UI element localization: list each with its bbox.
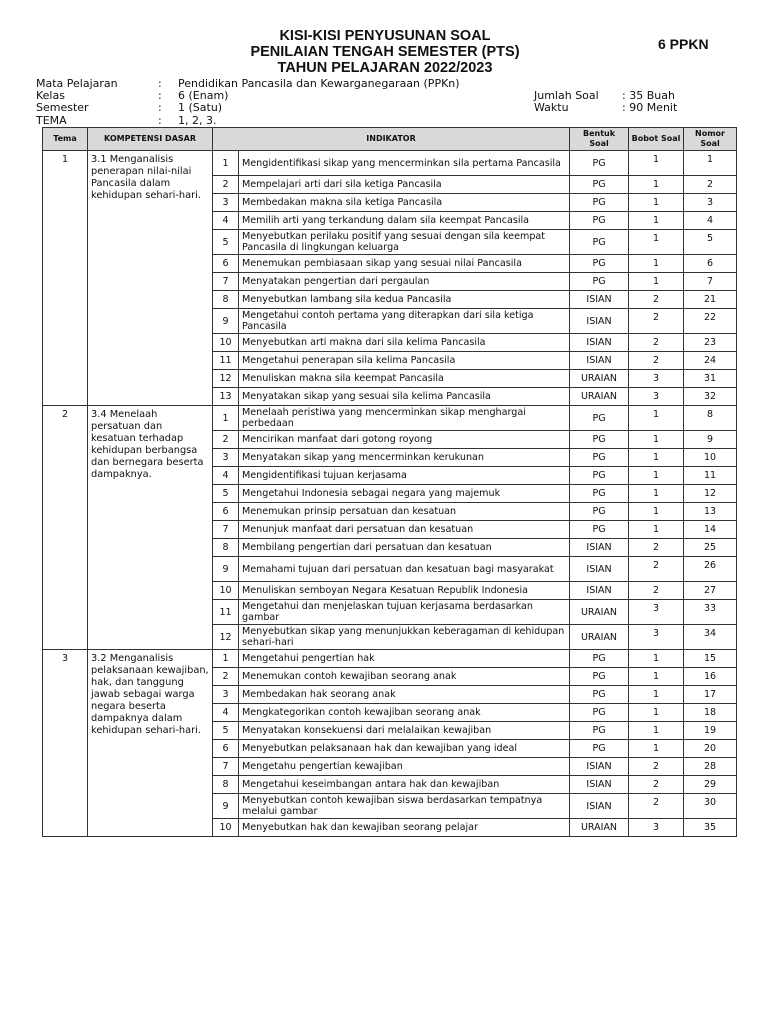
indikator-number-cell: 10 xyxy=(213,819,239,837)
indikator-number-cell: 6 xyxy=(213,255,239,273)
indikator-number-cell: 5 xyxy=(213,722,239,740)
indikator-cell: Mengidentifikasi tujuan kerjasama xyxy=(239,467,570,485)
jumlah-label: Jumlah Soal xyxy=(534,89,599,102)
nomor-soal-cell: 19 xyxy=(684,722,737,740)
kompetensi-dasar-text: 3.2 Menganalisis pelaksanaan kewajiban, hak, dan tanggung jawab sebagai warga negara beserta dampaknya dalam kehidupan sehari-hari. xyxy=(91,653,209,736)
bobot-soal-cell: 1 xyxy=(629,255,684,273)
indikator-number-cell: 1 xyxy=(213,650,239,668)
bobot-soal-cell: 1 xyxy=(629,503,684,521)
bobot-soal-cell: 2 xyxy=(629,352,684,370)
nomor-soal-cell: 33 xyxy=(684,600,737,625)
bentuk-soal-cell: PG xyxy=(570,650,629,668)
jumlah-value: : 35 Buah xyxy=(622,89,675,102)
indikator-cell: Menyebutkan lambang sila kedua Pancasila xyxy=(239,291,570,309)
kompetensi-dasar-cell xyxy=(88,406,213,650)
indikator-cell: Mengetahui Indonesia sebagai negara yang majemuk xyxy=(239,485,570,503)
bentuk-soal-cell: PG xyxy=(570,194,629,212)
nomor-soal-cell: 30 xyxy=(684,794,737,819)
bobot-soal-cell: 3 xyxy=(629,600,684,625)
bobot-soal-cell: 1 xyxy=(629,722,684,740)
nomor-soal-cell: 29 xyxy=(684,776,737,794)
bentuk-soal-cell: URAIAN xyxy=(570,625,629,650)
nomor-soal-cell: 34 xyxy=(684,625,737,650)
bobot-soal-cell: 2 xyxy=(629,557,684,582)
bentuk-soal-cell: PG xyxy=(570,273,629,291)
indikator-cell: Menyebutkan perilaku positif yang sesuai dengan sila keempat Pancasila di lingkungan keluarga xyxy=(239,230,570,255)
table-body xyxy=(43,151,737,837)
bobot-soal-cell: 1 xyxy=(629,686,684,704)
nomor-soal-cell: 27 xyxy=(684,582,737,600)
kelas-label: Kelas xyxy=(36,89,65,102)
indikator-cell: Menemukan pembiasaan sikap yang sesuai nilai Pancasila xyxy=(239,255,570,273)
header-nomor-soal: Nomor Soal xyxy=(684,128,737,151)
indikator-number-cell: 9 xyxy=(213,309,239,334)
kompetensi-dasar-text: 3.4 Menelaah persatuan dan kesatuan terhadap kehidupan berbangsa dan bernegara beserta dampaknya. xyxy=(91,409,204,480)
bobot-soal-cell: 1 xyxy=(629,273,684,291)
bobot-soal-cell: 1 xyxy=(629,485,684,503)
indikator-cell: Memahami tujuan dari persatuan dan kesatuan bagi masyarakat xyxy=(239,557,570,582)
nomor-soal-cell: 13 xyxy=(684,503,737,521)
nomor-soal-cell: 2 xyxy=(684,176,737,194)
nomor-soal-cell: 32 xyxy=(684,388,737,406)
table-header-row xyxy=(43,128,737,151)
kompetensi-dasar-cell xyxy=(88,151,213,406)
indikator-cell: Menyebutkan arti makna dari sila kelima Pancasila xyxy=(239,334,570,352)
indikator-number-cell: 4 xyxy=(213,467,239,485)
colon: : xyxy=(158,89,162,102)
indikator-number-cell: 5 xyxy=(213,485,239,503)
nomor-soal-cell: 11 xyxy=(684,467,737,485)
doc-title-line1: KISI-KISI PENYUSUNAN SOAL xyxy=(279,28,491,44)
nomor-soal-cell: 23 xyxy=(684,334,737,352)
bentuk-soal-cell: PG xyxy=(570,467,629,485)
bobot-soal-cell: 2 xyxy=(629,794,684,819)
indikator-number-cell: 8 xyxy=(213,539,239,557)
mapel-value: Pendidikan Pancasila dan Kewarganegaraan (PPKn) xyxy=(178,77,460,90)
table-row xyxy=(43,151,737,176)
colon: : xyxy=(158,77,162,90)
indikator-cell: Menuliskan makna sila keempat Pancasila xyxy=(239,370,570,388)
bobot-soal-cell: 2 xyxy=(629,539,684,557)
semester-label: Semester xyxy=(36,101,89,114)
indikator-number-cell: 3 xyxy=(213,194,239,212)
bobot-soal-cell: 1 xyxy=(629,467,684,485)
bentuk-soal-cell: ISIAN xyxy=(570,582,629,600)
nomor-soal-cell: 8 xyxy=(684,406,737,431)
indikator-cell: Membilang pengertian dari persatuan dan kesatuan xyxy=(239,539,570,557)
nomor-soal-cell: 5 xyxy=(684,230,737,255)
indikator-cell: Membedakan hak seorang anak xyxy=(239,686,570,704)
indikator-cell: Menyatakan sikap yang mencerminkan kerukunan xyxy=(239,449,570,467)
doc-title-line3: TAHUN PELAJARAN 2022/2023 xyxy=(277,60,493,76)
header-tema: Tema xyxy=(43,128,88,151)
indikator-number-cell: 3 xyxy=(213,449,239,467)
bobot-soal-cell: 1 xyxy=(629,740,684,758)
bentuk-soal-cell: ISIAN xyxy=(570,539,629,557)
indikator-cell: Mengetahu pengertian kewajiban xyxy=(239,758,570,776)
bobot-soal-cell: 1 xyxy=(629,406,684,431)
indikator-number-cell: 7 xyxy=(213,758,239,776)
indikator-cell: Menyebutkan contoh kewajiban siswa berdasarkan tempatnya melalui gambar xyxy=(239,794,570,819)
kisi-kisi-table xyxy=(42,127,737,837)
bentuk-soal-cell: ISIAN xyxy=(570,557,629,582)
bentuk-soal-cell: URAIAN xyxy=(570,388,629,406)
bobot-soal-cell: 1 xyxy=(629,521,684,539)
indikator-number-cell: 7 xyxy=(213,273,239,291)
indikator-cell: Mencirikan manfaat dari gotong royong xyxy=(239,431,570,449)
indikator-cell: Menyebutkan sikap yang menunjukkan keberagaman di kehidupan sehari-hari xyxy=(239,625,570,650)
nomor-soal-cell: 6 xyxy=(684,255,737,273)
indikator-number-cell: 12 xyxy=(213,625,239,650)
nomor-soal-cell: 31 xyxy=(684,370,737,388)
bentuk-soal-cell: ISIAN xyxy=(570,291,629,309)
indikator-cell: Menuliskan semboyan Negara Kesatuan Republik Indonesia xyxy=(239,582,570,600)
bentuk-soal-cell: ISIAN xyxy=(570,758,629,776)
indikator-cell: Menunjuk manfaat dari persatuan dan kesatuan xyxy=(239,521,570,539)
bobot-soal-cell: 2 xyxy=(629,334,684,352)
indikator-number-cell: 4 xyxy=(213,704,239,722)
nomor-soal-cell: 14 xyxy=(684,521,737,539)
bentuk-soal-cell: PG xyxy=(570,406,629,431)
tema-value: 1, 2, 3. xyxy=(178,114,217,127)
nomor-soal-cell: 15 xyxy=(684,650,737,668)
header-kompetensi-dasar: KOMPETENSI DASAR xyxy=(88,128,213,151)
nomor-soal-cell: 7 xyxy=(684,273,737,291)
bobot-soal-cell: 1 xyxy=(629,668,684,686)
indikator-cell: Menemukan prinsip persatuan dan kesatuan xyxy=(239,503,570,521)
nomor-soal-cell: 4 xyxy=(684,212,737,230)
nomor-soal-cell: 28 xyxy=(684,758,737,776)
indikator-cell: Mengetahui dan menjelaskan tujuan kerjasama berdasarkan gambar xyxy=(239,600,570,625)
nomor-soal-cell: 10 xyxy=(684,449,737,467)
indikator-cell: Memilih arti yang terkandung dalam sila keempat Pancasila xyxy=(239,212,570,230)
bobot-soal-cell: 2 xyxy=(629,758,684,776)
bentuk-soal-cell: PG xyxy=(570,176,629,194)
bentuk-soal-cell: URAIAN xyxy=(570,819,629,837)
indikator-number-cell: 7 xyxy=(213,521,239,539)
kompetensi-dasar-cell xyxy=(88,650,213,837)
indikator-number-cell: 5 xyxy=(213,230,239,255)
bentuk-soal-cell: ISIAN xyxy=(570,309,629,334)
bobot-soal-cell: 3 xyxy=(629,370,684,388)
bentuk-soal-cell: ISIAN xyxy=(570,794,629,819)
bentuk-soal-cell: URAIAN xyxy=(570,370,629,388)
tema-cell: 1 xyxy=(43,151,88,406)
indikator-number-cell: 8 xyxy=(213,291,239,309)
bentuk-soal-cell: PG xyxy=(570,255,629,273)
bobot-soal-cell: 3 xyxy=(629,625,684,650)
indikator-number-cell: 2 xyxy=(213,176,239,194)
indikator-number-cell: 13 xyxy=(213,388,239,406)
bentuk-soal-cell: PG xyxy=(570,230,629,255)
bentuk-soal-cell: PG xyxy=(570,212,629,230)
nomor-soal-cell: 35 xyxy=(684,819,737,837)
indikator-cell: Menemukan contoh kewajiban seorang anak xyxy=(239,668,570,686)
indikator-number-cell: 9 xyxy=(213,794,239,819)
bentuk-soal-cell: PG xyxy=(570,503,629,521)
bobot-soal-cell: 1 xyxy=(629,230,684,255)
indikator-number-cell: 9 xyxy=(213,557,239,582)
doc-title-line2: PENILAIAN TENGAH SEMESTER (PTS) xyxy=(250,44,520,60)
tema-cell: 2 xyxy=(43,406,88,650)
nomor-soal-cell: 9 xyxy=(684,431,737,449)
bobot-soal-cell: 1 xyxy=(629,212,684,230)
bentuk-soal-cell: PG xyxy=(570,431,629,449)
nomor-soal-cell: 17 xyxy=(684,686,737,704)
nomor-soal-cell: 16 xyxy=(684,668,737,686)
bentuk-soal-cell: ISIAN xyxy=(570,352,629,370)
nomor-soal-cell: 12 xyxy=(684,485,737,503)
nomor-soal-cell: 25 xyxy=(684,539,737,557)
bentuk-soal-cell: URAIAN xyxy=(570,600,629,625)
table-row xyxy=(43,650,737,668)
bentuk-soal-cell: PG xyxy=(570,151,629,176)
nomor-soal-cell: 24 xyxy=(684,352,737,370)
semester-value: 1 (Satu) xyxy=(178,101,223,114)
indikator-cell: Mempelajari arti dari sila ketiga Pancasila xyxy=(239,176,570,194)
bobot-soal-cell: 2 xyxy=(629,291,684,309)
table-row xyxy=(43,406,737,431)
bentuk-soal-cell: PG xyxy=(570,485,629,503)
indikator-number-cell: 11 xyxy=(213,600,239,625)
nomor-soal-cell: 21 xyxy=(684,291,737,309)
bentuk-soal-cell: ISIAN xyxy=(570,776,629,794)
tema-label: TEMA xyxy=(36,114,67,127)
indikator-number-cell: 12 xyxy=(213,370,239,388)
indikator-cell: Mengetahui keseimbangan antara hak dan kewajiban xyxy=(239,776,570,794)
bobot-soal-cell: 3 xyxy=(629,388,684,406)
header-bobot-soal: Bobot Soal xyxy=(629,128,684,151)
bobot-soal-cell: 2 xyxy=(629,582,684,600)
bobot-soal-cell: 2 xyxy=(629,309,684,334)
indikator-cell: Mengetahui contoh pertama yang diterapkan dari sila ketiga Pancasila xyxy=(239,309,570,334)
bentuk-soal-cell: ISIAN xyxy=(570,334,629,352)
indikator-number-cell: 3 xyxy=(213,686,239,704)
nomor-soal-cell: 1 xyxy=(684,151,737,176)
indikator-cell: Menyebutkan pelaksanaan hak dan kewajiban yang ideal xyxy=(239,740,570,758)
bentuk-soal-cell: PG xyxy=(570,704,629,722)
bobot-soal-cell: 1 xyxy=(629,650,684,668)
nomor-soal-cell: 18 xyxy=(684,704,737,722)
subject-code: 6 PPKN xyxy=(658,36,709,52)
indikator-cell: Menyatakan sikap yang sesuai sila kelima Pancasila xyxy=(239,388,570,406)
bobot-soal-cell: 1 xyxy=(629,431,684,449)
indikator-cell: Mengetahui pengertian hak xyxy=(239,650,570,668)
colon: : xyxy=(158,101,162,114)
bobot-soal-cell: 1 xyxy=(629,704,684,722)
bentuk-soal-cell: PG xyxy=(570,686,629,704)
indikator-number-cell: 10 xyxy=(213,334,239,352)
indikator-cell: Menyatakan pengertian dari pergaulan xyxy=(239,273,570,291)
bobot-soal-cell: 1 xyxy=(629,194,684,212)
indikator-cell: Membedakan makna sila ketiga Pancasila xyxy=(239,194,570,212)
indikator-number-cell: 10 xyxy=(213,582,239,600)
bobot-soal-cell: 3 xyxy=(629,819,684,837)
indikator-cell: Menyebutkan hak dan kewajiban seorang pelajar xyxy=(239,819,570,837)
header-bentuk-soal: Bentuk Soal xyxy=(570,128,629,151)
bentuk-soal-cell: PG xyxy=(570,740,629,758)
indikator-cell: Mengidentifikasi sikap yang mencerminkan sila pertama Pancasila xyxy=(239,151,570,176)
kelas-value: 6 (Enam) xyxy=(178,89,229,102)
indikator-number-cell: 1 xyxy=(213,151,239,176)
indikator-number-cell: 6 xyxy=(213,740,239,758)
bobot-soal-cell: 2 xyxy=(629,776,684,794)
nomor-soal-cell: 22 xyxy=(684,309,737,334)
waktu-label: Waktu xyxy=(534,101,569,114)
indikator-cell: Mengetahui penerapan sila kelima Pancasila xyxy=(239,352,570,370)
bentuk-soal-cell: PG xyxy=(570,449,629,467)
mapel-label: Mata Pelajaran xyxy=(36,77,118,90)
indikator-number-cell: 2 xyxy=(213,668,239,686)
header-indikator: INDIKATOR xyxy=(213,128,570,151)
indikator-number-cell: 2 xyxy=(213,431,239,449)
bentuk-soal-cell: PG xyxy=(570,722,629,740)
kompetensi-dasar-text: 3.1 Menganalisis penerapan nilai-nilai Pancasila dalam kehidupan sehari-hari. xyxy=(91,154,201,201)
bobot-soal-cell: 1 xyxy=(629,449,684,467)
waktu-value: : 90 Menit xyxy=(622,101,678,114)
bentuk-soal-cell: PG xyxy=(570,521,629,539)
indikator-number-cell: 11 xyxy=(213,352,239,370)
indikator-cell: Menelaah peristiwa yang mencerminkan sikap menghargai perbedaan xyxy=(239,406,570,431)
indikator-number-cell: 1 xyxy=(213,406,239,431)
indikator-number-cell: 4 xyxy=(213,212,239,230)
tema-cell: 3 xyxy=(43,650,88,837)
indikator-cell: Mengkategorikan contoh kewajiban seorang anak xyxy=(239,704,570,722)
colon: : xyxy=(158,114,162,127)
nomor-soal-cell: 3 xyxy=(684,194,737,212)
indikator-number-cell: 6 xyxy=(213,503,239,521)
bobot-soal-cell: 1 xyxy=(629,151,684,176)
nomor-soal-cell: 20 xyxy=(684,740,737,758)
indikator-number-cell: 8 xyxy=(213,776,239,794)
bobot-soal-cell: 1 xyxy=(629,176,684,194)
nomor-soal-cell: 26 xyxy=(684,557,737,582)
indikator-cell: Menyatakan konsekuensi dari melalaikan kewajiban xyxy=(239,722,570,740)
bentuk-soal-cell: PG xyxy=(570,668,629,686)
